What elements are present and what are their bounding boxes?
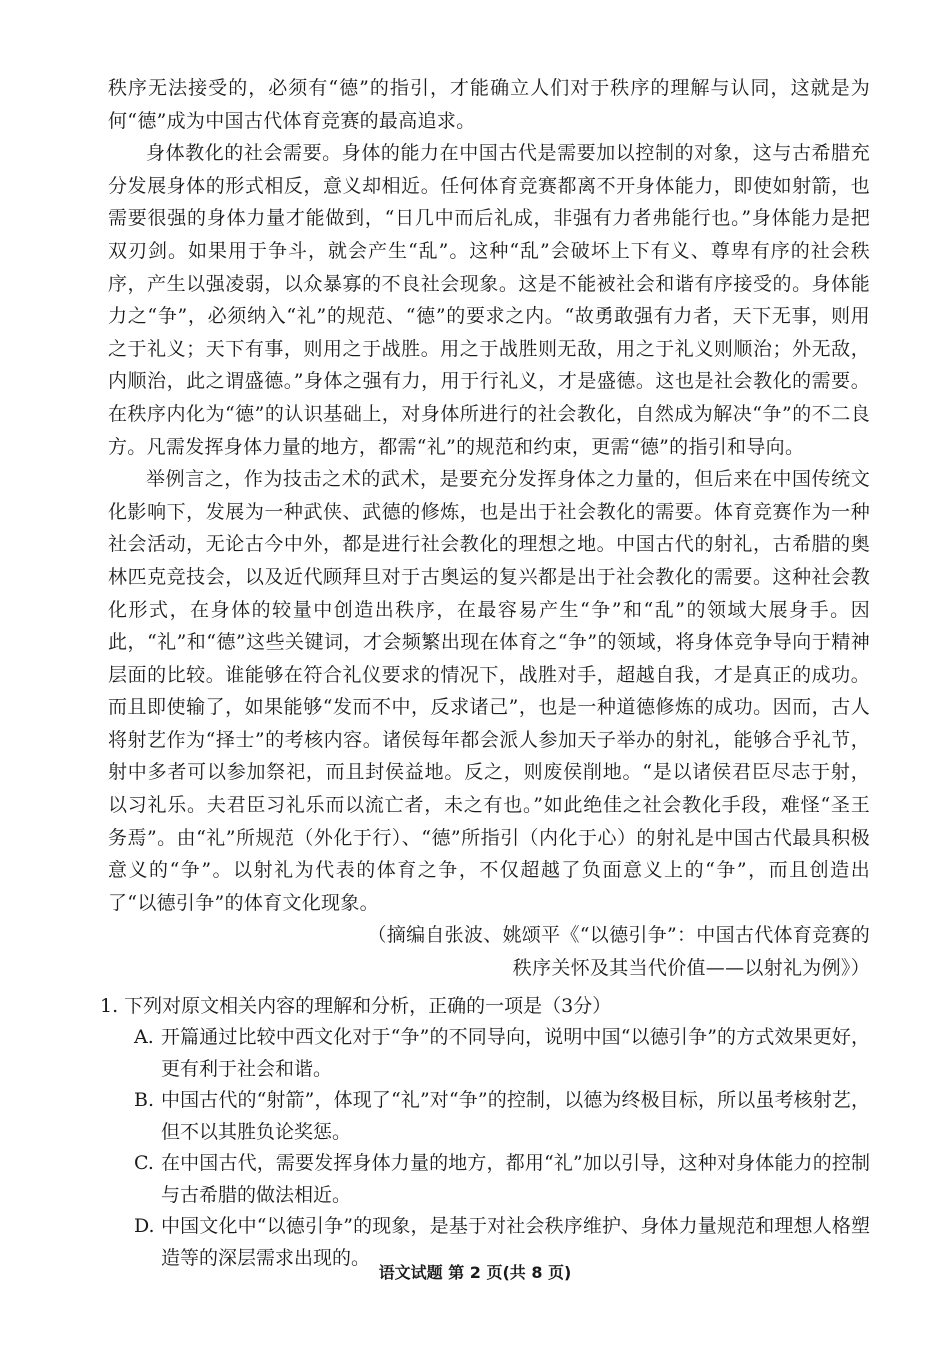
option-letter: C.	[134, 1152, 154, 1175]
question-stem: 1. 下列对原文相关内容的理解和分析，正确的一项是（3分）	[100, 994, 612, 1017]
article-paragraph-example: 举例言之，作为技击之术的武术，是要充分发挥身体之力量的，但后来在中国传统文化影响下，发展为一种武侠、武德的修炼，也是出于社会教化的需要。体育竞赛作为一种社会活动，无论古今中外，都是进行社会教化的理想之地。中国古代的射礼，古希腊的奥林匹克竞技会，以及近代顾拜旦对于古奥运的复兴都是出于社会教化的需要。这种社会教化形式，在身体的较量中创造出秩序，在最容易产生“争”和“乱”的领域大展身手。因此，“礼”和“德”这些关键词，才会频繁出现在体育之“争”的领域，将身体竞争导向于精神层面的比较。谁能够在符合礼仪要求的情况下，战胜对手，超越自我，才是真正的成功。而且即使输了，如果能够“发而不中，反求诸己”，也是一种道德修炼的成功。因而，古人将射艺作为“择士”的考核内容。诸侯每年都会派人参加天子举办的射礼，能够合乎礼节，射中多者可以参加祭祀，而且封侯益地。反之，则废侯削地。“是以诸侯君臣尽志于射，以习礼乐。夫君臣习礼乐而以流亡者，未之有也。”如此绝佳之社会教化手段，难怪“圣王务焉”。由“礼”所规范（外化于行）、“德”所指引（内化于心）的射礼是中国古代最具积极意义的“争”。以射礼为代表的体育之争，不仅超越了负面意义上的“争”，而且创造出了“以德引争”的体育文化现象。	[108, 468, 870, 914]
option-b[interactable]	[134, 1085, 870, 1148]
source-citation-line2: 秩序关怀及其当代价值——以射礼为例》）	[512, 957, 870, 980]
option-a[interactable]	[134, 1022, 870, 1085]
article-paragraph-continued: 秩序无法接受的，必须有“德”的指引，才能确立人们对于秩序的理解与认同，这就是为何“德”成为中国古代体育竞赛的最高追求。	[108, 77, 870, 132]
source-citation-line1: （摘编自张波、姚颂平《“以德引争”：中国古代体育竞赛的	[367, 924, 870, 947]
option-text: 开篇通过比较中西文化对于“争”的不同导向，说明中国“以德引争”的方式效果更好，更有利于社会和谐。	[161, 1026, 870, 1080]
option-text: 在中国古代，需要发挥身体力量的地方，都用“礼”加以引导，这种对身体能力的控制与古希腊的做法相近。	[161, 1152, 870, 1206]
option-letter: D.	[134, 1215, 155, 1238]
option-letter: B.	[134, 1089, 155, 1112]
question-1	[100, 991, 870, 1275]
option-text: 中国文化中“以德引争”的现象，是基于对社会秩序维护、身体力量规范和理想人格塑造等的深层需求出现的。	[161, 1215, 870, 1269]
article-paragraph-body-education: 身体教化的社会需要。身体的能力在中国古代是需要加以控制的对象，这与古希腊充分发展身体的形式相反，意义却相近。任何体育竞赛都离不开身体能力，即使如射箭，也需要很强的身体力量才能做到，“日几中而后礼成，非强有力者弗能行也。”身体能力是把双刃剑。如果用于争斗，就会产生“乱”。这种“乱”会破坏上下有义、尊卑有序的社会秩序，产生以强凌弱，以众暴寡的不良社会现象。这是不能被社会和谐有序接受的。身体能力之“争”，必须纳入“礼”的规范、“德”的要求之内。“故勇敢强有力者，天下无事，则用之于礼义；天下有事，则用之于战胜。用之于战胜则无敌，用之于礼义则顺治；外无敌，内顺治，此之谓盛德。”身体之强有力，用于行礼义，才是盛德。这也是社会教化的需要。在秩序内化为“德”的认识基础上，对身体所进行的社会教化，自然成为解决“争”的不二良方。凡需发挥身体力量的地方，都需“礼”的规范和约束，更需“德”的指引和导向。	[108, 142, 870, 458]
option-letter: A.	[134, 1026, 154, 1049]
option-c[interactable]	[134, 1148, 870, 1211]
page-footer: 语文试题 第 2 页(共 8 页)	[378, 1263, 572, 1282]
option-text: 中国古代的“射箭”，体现了“礼”对“争”的控制，以德为终极目标，所以虽考核射艺，但不以其胜负论奖惩。	[161, 1089, 870, 1143]
